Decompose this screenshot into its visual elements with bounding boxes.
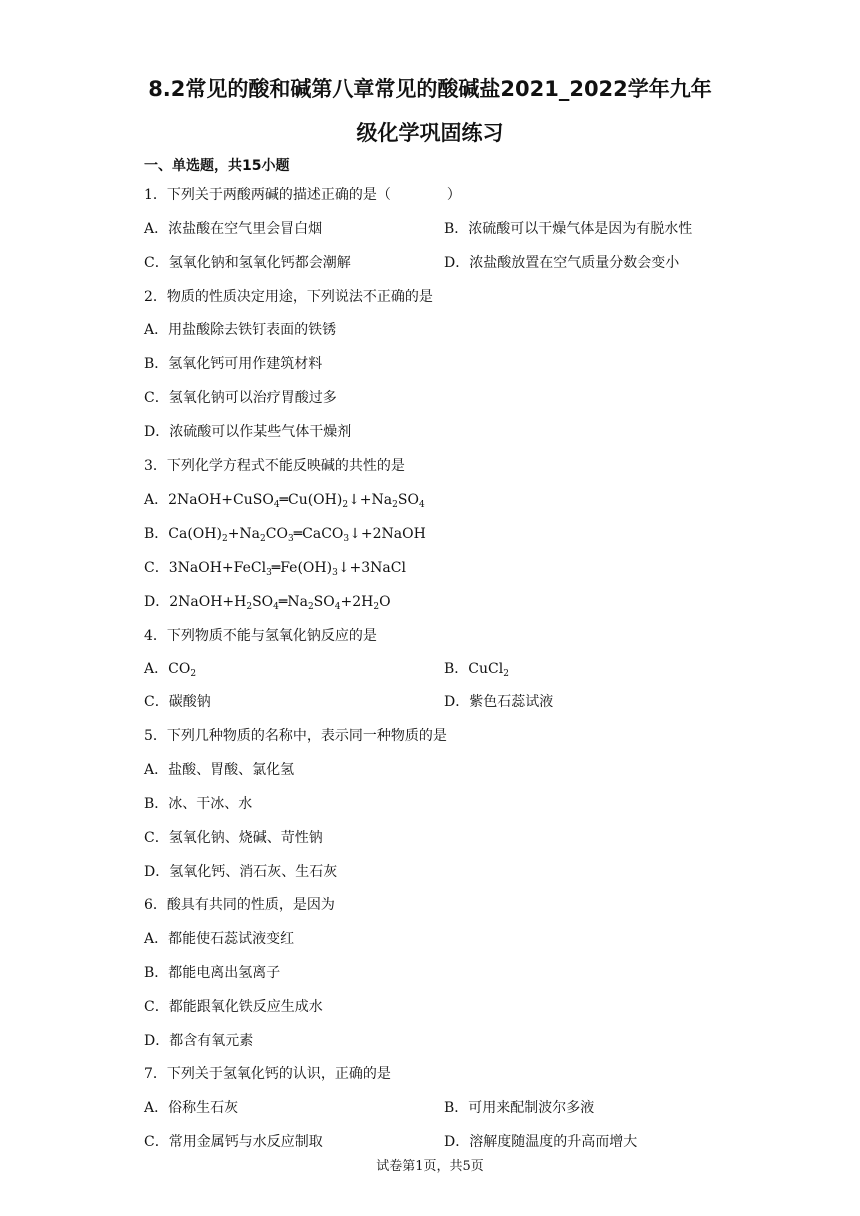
question-1-option-c: C．氢氧化钠和氢氧化钙都会潮解 (144, 255, 351, 271)
question-2-option-a: A．用盐酸除去铁钉表面的铁锈 (144, 322, 337, 338)
question-7-option-d: D．溶解度随温度的升高而增大 (444, 1134, 638, 1150)
question-7-option-a: A．俗称生石灰 (144, 1100, 239, 1116)
question-6-option-c: C．都能跟氧化铁反应生成水 (144, 999, 323, 1015)
question-6-option-a: A．都能使石蕊试液变红 (144, 931, 295, 947)
question-7-option-c: C．常用金属钙与水反应制取 (144, 1134, 323, 1150)
question-3-option-d: D．$2NaOH+H_2SO_4═Na_2SO_4+2H_2O$ (144, 594, 391, 612)
question-1-option-b: B．浓硫酸可以干燥气体是因为有脱水性 (444, 221, 693, 237)
question-1-option-d: D．浓盐酸放置在空气质量分数会变小 (444, 255, 680, 271)
question-2-option-d: D．浓硫酸可以作某些气体干燥剂 (144, 424, 352, 440)
question-7-option-b: B．可用来配制波尔多液 (444, 1100, 595, 1116)
question-5-option-b: B．冰、干冰、水 (144, 796, 253, 812)
question-6-option-d: D．都含有氧元素 (144, 1033, 254, 1049)
question-3-option-c: C．$3NaOH+FeCl_3═Fe(OH)_3↓+3NaCl$ (144, 560, 406, 578)
question-2-option-b: B．氢氧化钙可用作建筑材料 (144, 356, 323, 372)
page-footer: 试卷第1页，共5页 (376, 1159, 484, 1174)
question-2-stem: 2．物质的性质决定用途，下列说法不正确的是 (144, 289, 433, 305)
question-3-option-b: B．$Ca(OH)_2+Na_2CO_3═CaCO_3↓+2NaOH$ (144, 526, 426, 544)
question-1-stem: 1．下列关于两酸两碱的描述正确的是（ ） (144, 187, 461, 203)
question-3-stem: 3．下列化学方程式不能反映碱的共性的是 (144, 458, 405, 474)
question-5-option-a: A．盐酸、胃酸、氯化氢 (144, 762, 295, 778)
question-4-option-b: B．CuCl$_2$ (444, 661, 509, 679)
question-4-option-a: A．$CO_2$ (144, 661, 197, 679)
document-title-line-1: 8.2常见的酸和碱第八章常见的酸碱盐2021_2022学年九年 (148, 77, 712, 101)
question-5-option-c: C．氢氧化钠、烧碱、苛性钠 (144, 830, 323, 846)
question-5-option-d: D．氢氧化钙、消石灰、生石灰 (144, 864, 338, 880)
question-4-option-c: C．碳酸钠 (144, 694, 211, 710)
section-heading: 一、单选题，共15小题 (144, 158, 290, 174)
question-6-option-b: B．都能电离出氢离子 (144, 965, 281, 981)
question-3-option-a: A．$2NaOH+CuSO_4═Cu(OH)_2↓+Na_2SO_4$ (144, 492, 425, 510)
question-4-stem: 4．下列物质不能与氢氧化钠反应的是 (144, 628, 377, 644)
document-title-line-2: 级化学巩固练习 (356, 121, 504, 145)
question-7-stem: 7．下列关于氢氧化钙的认识，正确的是 (144, 1066, 391, 1082)
question-5-stem: 5．下列几种物质的名称中，表示同一种物质的是 (144, 728, 447, 744)
question-1-option-a: A．浓盐酸在空气里会冒白烟 (144, 221, 323, 237)
question-2-option-c: C．氢氧化钠可以治疗胃酸过多 (144, 390, 337, 406)
question-4-option-d: D．紫色石蕊试液 (444, 694, 554, 710)
question-6-stem: 6．酸具有共同的性质，是因为 (144, 897, 335, 913)
